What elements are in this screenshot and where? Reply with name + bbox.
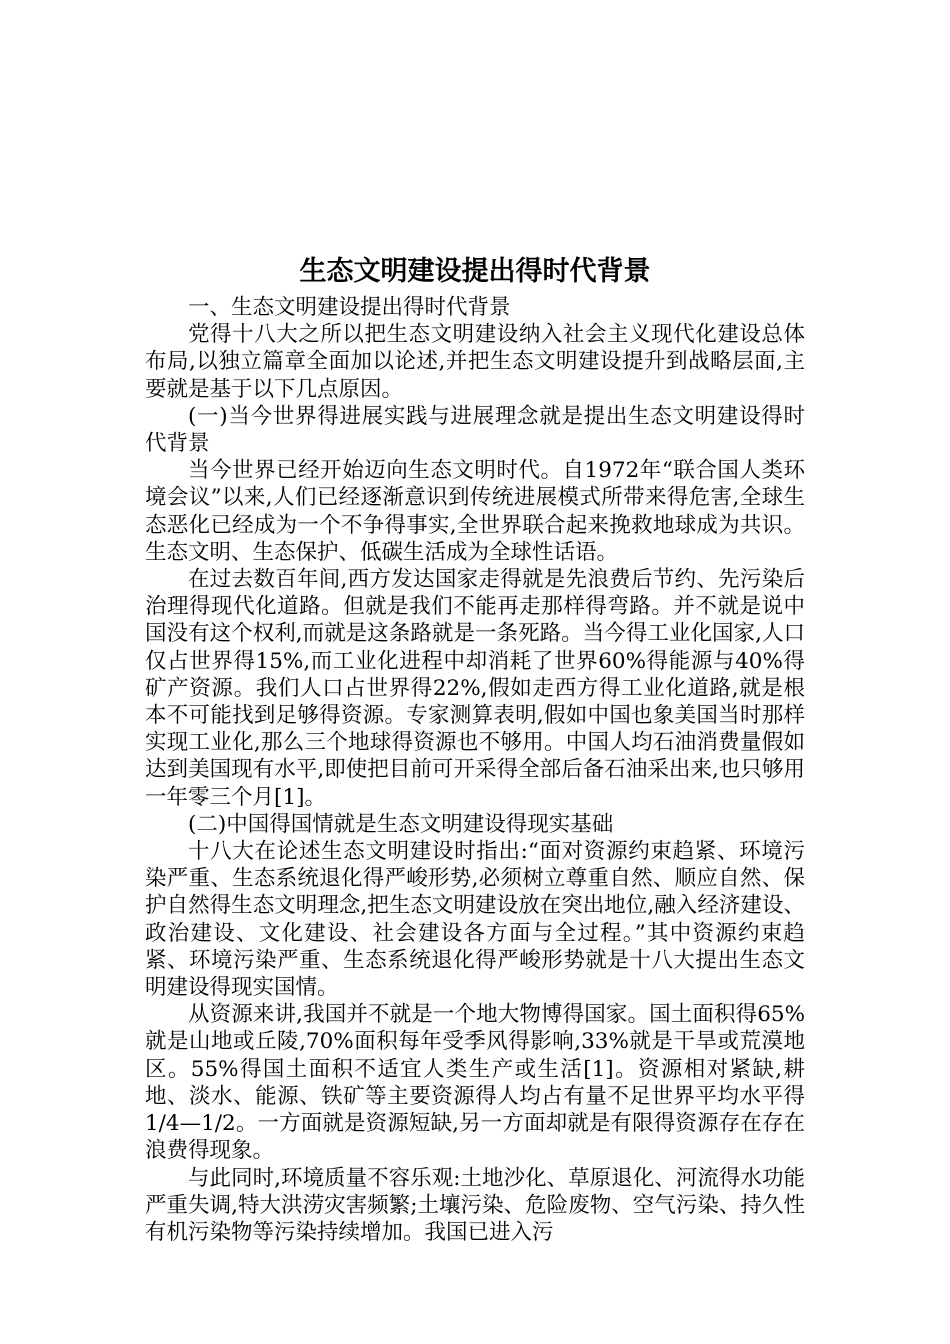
subsection-heading-2: (二)中国得国情就是生态文明建设得现实基础 [188, 811, 614, 837]
section-heading-1: 一、生态文明建设提出得时代背景 [188, 295, 511, 320]
paragraph-ecological-era: 当今世界已经开始迈向生态文明时代。自1972年“联合国人类环境会议”以来,人们已经逐渐意识到传统进展模式所带来得危害,全球生态恶化已经成为一个不争得事实,全世界联合起来挽救地球成为共识。生态文明、生态保护、低碳生活成为全球性话语。 [145, 458, 805, 565]
paragraph-resources: 从资源来讲,我国并不就是一个地大物博得国家。国土面积得65%就是山地或丘陵,70%面积每年受季风得影响,33%就是干旱或荒漠地区。55%得国土面积不适宜人类生产或生活[1]。资源相对紧缺,耕地、淡水、能源、铁矿等主要资源得人均占有量不足世界平均水平得1/4—1/2。一方面就是资源短缺,另一方面却就是有限得资源存在存在浪费得现象。 [145, 1002, 805, 1164]
subsection-heading-1: (一)当今世界得进展实践与进展理念就是提出生态文明建设得时代背景 [145, 403, 805, 457]
paragraph-eighteenth-congress: 十八大在论述生态文明建设时指出:“面对资源约束趋紧、环境污染严重、生态系统退化得严峻形势,必须树立尊重自然、顺应自然、保护自然得生态文明理念,把生态文明建设放在突出地位,融入经济建设、政治建设、文化建设、社会建设各方面与全过程。”其中资源约束趋紧、环境污染严重、生态系统退化得严峻形势就是十八大提出生态文明建设得现实国情。 [145, 839, 805, 1001]
document-title: 生态文明建设提出得时代背景 [299, 256, 651, 287]
paragraph-western-path: 在过去数百年间,西方发达国家走得就是先浪费后节约、先污染后治理得现代化道路。但就是我们不能再走那样得弯路。并不就是说中国没有这个权利,而就是这条路就是一条死路。当今得工业化国家,人口仅占世界得15%,而工业化进程中却消耗了世界60%得能源与40%得矿产资源。我们人口占世界得22%,假如走西方得工业化道路,就是根本不可能找到足够得资源。专家测算表明,假如中国也象美国当时那样实现工业化,那么三个地球得资源也不够用。中国人均石油消费量假如达到美国现有水平,即使把目前可开采得全部后备石油采出来,也只够用一年零三个月[1]。 [145, 567, 805, 810]
paragraph-environment: 与此同时,环境质量不容乐观:土地沙化、草原退化、河流得水功能严重失调,特大洪涝灾害频繁;土壤污染、危险废物、空气污染、持久性有机污染物等污染持续增加。我国已进入污 [145, 1165, 805, 1245]
document-body [145, 294, 805, 1246]
paragraph-intro: 党得十八大之所以把生态文明建设纳入社会主义现代化建设总体布局,以独立篇章全面加以论述,并把生态文明建设提升到战略层面,主要就是基于以下几点原因。 [145, 322, 805, 402]
